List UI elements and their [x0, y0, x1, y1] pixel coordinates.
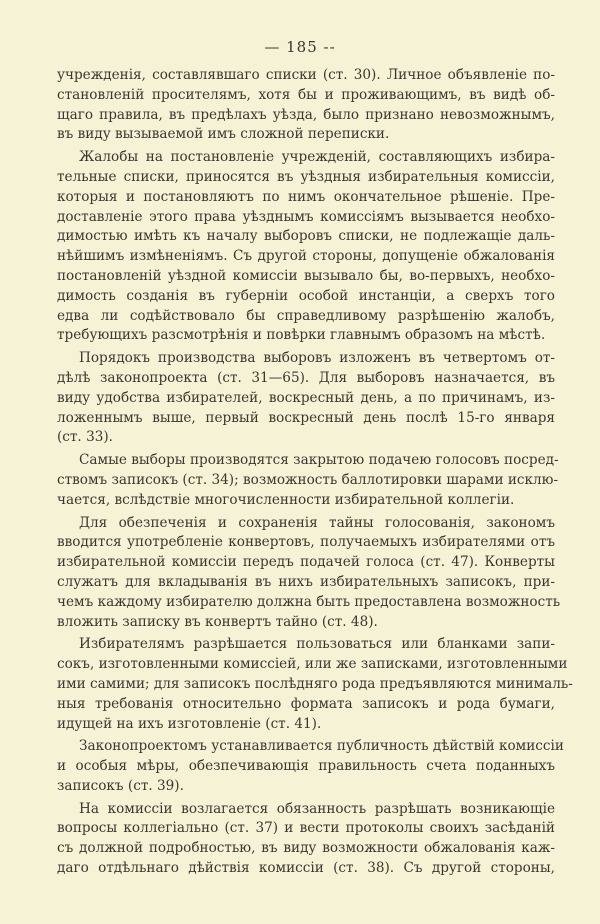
text-line: и особыя мѣры, обезпечивающія правильность счета поданныхъ [57, 758, 555, 775]
text-line: Жалобы на постановленіе учрежденій, составляющихъ избира- [79, 149, 555, 166]
text-line: ими самими; для записокъ послѣдняго рода предъявляются минималь- [57, 675, 573, 692]
text-line: записокъ (ст. 39). [57, 777, 184, 794]
text-line: вложить записку въ конвертъ тайно (ст. 48). [57, 613, 378, 630]
text-line: сокъ, изготовленными комиссіей, или же записками, изготовленными [57, 656, 568, 673]
text-line: Самые выборы производятся закрытою подачею голосовъ посред- [79, 452, 559, 469]
paragraph [57, 635, 573, 734]
text-line: щаго правила, въ предѣлахъ уѣзда, было признано невозможнымъ, [57, 106, 555, 123]
text-line: служатъ для вкладыванія въ нихъ избирательныхъ записокъ, при- [57, 573, 555, 590]
page-body [57, 66, 573, 882]
paragraph [57, 737, 564, 796]
text-line: Избирателямъ разрѣшается пользоваться или бланками запи- [79, 636, 555, 653]
text-line: вопросы коллегіально (ст. 37) и вести протоколы своихъ засѣданій [57, 820, 555, 837]
text-line: Порядокъ производства выборовъ изложенъ въ четвертомъ от- [79, 350, 555, 367]
text-line: которыя и постановляютъ по нимъ окончательное рѣшеніе. Пре- [57, 188, 555, 205]
paragraph [57, 451, 559, 510]
text-line: виду удобства избирателей, воскресный день, а по причинамъ, из- [57, 389, 555, 406]
text-line: избирательной комиссіи передъ подачей голоса (ст. 47). Конверты [57, 554, 555, 571]
text-line: чается, вслѣдствіе многочисленности избирательной коллегіи. [57, 491, 515, 508]
text-line: дѣлѣ законопроекта (ст. 31—65). Для выборовъ назначается, въ [57, 369, 555, 386]
text-line: ложеннымъ выше, первый воскресный день послѣ 15-го января [57, 409, 555, 426]
paragraph [57, 148, 555, 346]
text-line: въ виду вызываемой имъ сложной переписки. [57, 126, 390, 143]
page-number: — 185 -- [264, 38, 336, 56]
text-line: даго отдѣльнаго дѣйствія комиссіи (ст. 38). Съ другой стороны, [57, 860, 555, 877]
text-line: На комиссіи возлагается обязанность разрѣшать возникающіе [79, 800, 555, 817]
paragraph [57, 349, 555, 448]
text-line: едва ли содѣйствовало бы справедливому разрѣшенію жалобъ, [57, 307, 555, 324]
text-line: вводится употребленіе конвертовъ, получаемыхъ избирателями отъ [57, 534, 555, 551]
paragraph [57, 514, 561, 633]
text-line: нѣйшимъ измѣненіямъ. Съ другой стороны, допущеніе обжалованія [57, 248, 555, 265]
text-line: учрежденія, составлявшаго списки (ст. 30). Личное объявленіе по- [57, 67, 555, 83]
text-line: идущей на ихъ изготовленіе (ст. 41). [57, 715, 322, 732]
text-line: ствомъ записокъ (ст. 34); возможность баллотировки шарами исклю- [57, 471, 559, 488]
text-line: димостью имѣть къ началу выборовъ списки, не подлежащіе даль- [57, 228, 555, 245]
paragraph [57, 66, 555, 145]
text-line: тельные списки, приносятся въ уѣздныя избирательныя комиссіи, [57, 168, 555, 185]
text-line: (ст. 33). [57, 429, 114, 446]
text-line: постановленій уѣздной комиссіи вызывало бы, во-первыхъ, необхо- [57, 267, 555, 284]
text-line: съ должной подробностью, въ виду возможности обжалованія каж- [57, 840, 555, 857]
text-line: становленій просителямъ, хотя бы и проживающимъ, въ видѣ об- [57, 86, 555, 103]
text-line: Законопроектомъ устанавливается публичность дѣйствій комиссіи [79, 738, 564, 755]
text-line: требующихъ разсмотрѣнія и повѣрки главнымъ образомъ на мѣстѣ. [57, 327, 546, 344]
text-line: ныя требованія относительно формата записокъ и рода бумаги, [57, 695, 555, 712]
text-line: димость созданія въ губерніи особой инстанціи, а сверхъ того [57, 287, 555, 304]
text-line: чемъ каждому избирателю должна быть предоставлена возможность [57, 593, 561, 610]
text-line: доставленіе этого права уѣзднымъ комиссіямъ вызывается необхо- [57, 208, 555, 225]
text-line: Для обезпеченія и сохраненія тайны голосованія, закономъ [79, 514, 555, 531]
paragraph [57, 800, 555, 879]
